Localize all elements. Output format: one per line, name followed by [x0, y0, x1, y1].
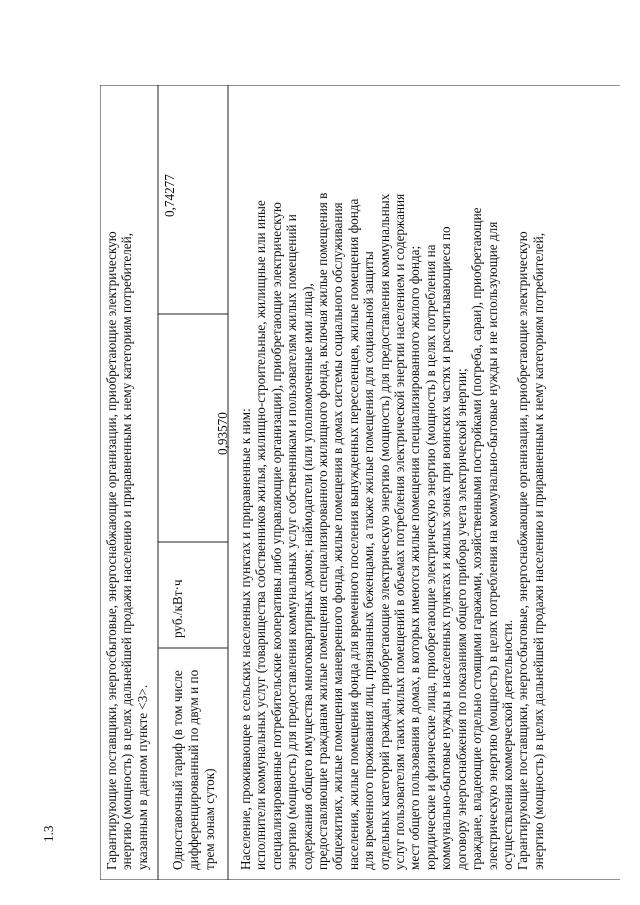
section-line: услуг пользователям таких жилых помещений в объемах потребления электрической энергии населением и содержания [392, 193, 408, 870]
tariff-unit: руб./кВт·ч [170, 579, 185, 638]
section-line: исполнители коммунальных услуг (товарищества собственников жилья, жилищно-строительные, жилищные или иные [253, 200, 269, 870]
tariff-value-1: 0,93570 [215, 412, 230, 455]
section-line: населения, жилые помещения фонда для временного поселения вынужденных переселенцев, жилые помещения фонда [345, 198, 361, 870]
section-number-wrap [40, 782, 100, 842]
top-line: Гарантирующие поставщики, энергосбытовые, энергоснабжающие организации, приобретающие электрическую [104, 231, 119, 870]
section-line: граждане, владеющие отдельно стоящими гаражами, хозяйственными постройками (погреба, сараи), приобретающие [469, 207, 485, 870]
top-line: указанным в данном пункте <3>. [134, 684, 150, 870]
section-line: Гарантирующие поставщики, энергосбытовые, энергоснабжающие организации, приобретающие электрическую [515, 231, 531, 870]
section-line: договору энергоснабжения по показаниям общего прибора учета электрической энергии; [453, 368, 469, 870]
section-line: осуществления коммерческой деятельности. [499, 619, 515, 870]
tariff-value-2: 0,74277 [162, 174, 177, 217]
tariff-label: Одноставочный тариф (в том числе дифференцированный по двум и по трем зонам суток) [170, 669, 217, 870]
top-paragraph [104, 90, 150, 870]
section-line: предоставляющие гражданам жилые помещения специализированного жилищного фонда, включая жилые помещения в [315, 192, 331, 870]
rotated-document-page [100, 85, 620, 880]
section-line: энергию (мощность) в целях дальнейшей продажи населению и приравненным к нему категориям потребителей, [530, 232, 546, 870]
section-line: мест общего пользования в домах, в которых имеются жилые помещения специализированного жилого фонда; [407, 245, 423, 870]
section-number: 1.3 [41, 825, 56, 842]
section-line: общежитиях, жилые помещения маневренного фонда, жилые помещения в домах системы социального обслуживания [330, 202, 346, 870]
section-line: энергию (мощность) для предоставления коммунальных услуг собственникам и пользователям жилых помещений и [284, 214, 300, 870]
section-line: содержания общего имущества многоквартирных домов; наймодатели (или уполномоченные ими лица), [299, 283, 315, 870]
section-line: юридические и физические лица, приобретающие электрическую энергию (мощность) в целях потребления на [422, 244, 438, 870]
section-line: для временного проживания лиц, признанных беженцами, а также жилые помещения для социальной защиты [361, 251, 377, 870]
section-line: специализированные потребительские кооперативы либо управляющие организации), приобретающие электрическую [268, 202, 284, 870]
top-line: энергию (мощность) в целях дальнейшей продажи населению и приравненным к нему категориям потребителей, [119, 232, 135, 870]
section-text [238, 80, 546, 870]
section-line: коммунально-бытовые нужды в населенных пунктах и жилых зонах при воинских частях и рассчитывающиеся по [438, 226, 454, 870]
section-line: электрическую энергию (мощность) в целях потребления на коммунально-бытовые нужды и не использующие для [484, 221, 500, 870]
section-line: Население, проживающее в сельских населенных пунктах и приравненные к ним: [238, 408, 253, 870]
section-line: отдельных категорий граждан, приобретающие электрическую энергию (мощность) для предоставления коммунальных [376, 193, 392, 870]
